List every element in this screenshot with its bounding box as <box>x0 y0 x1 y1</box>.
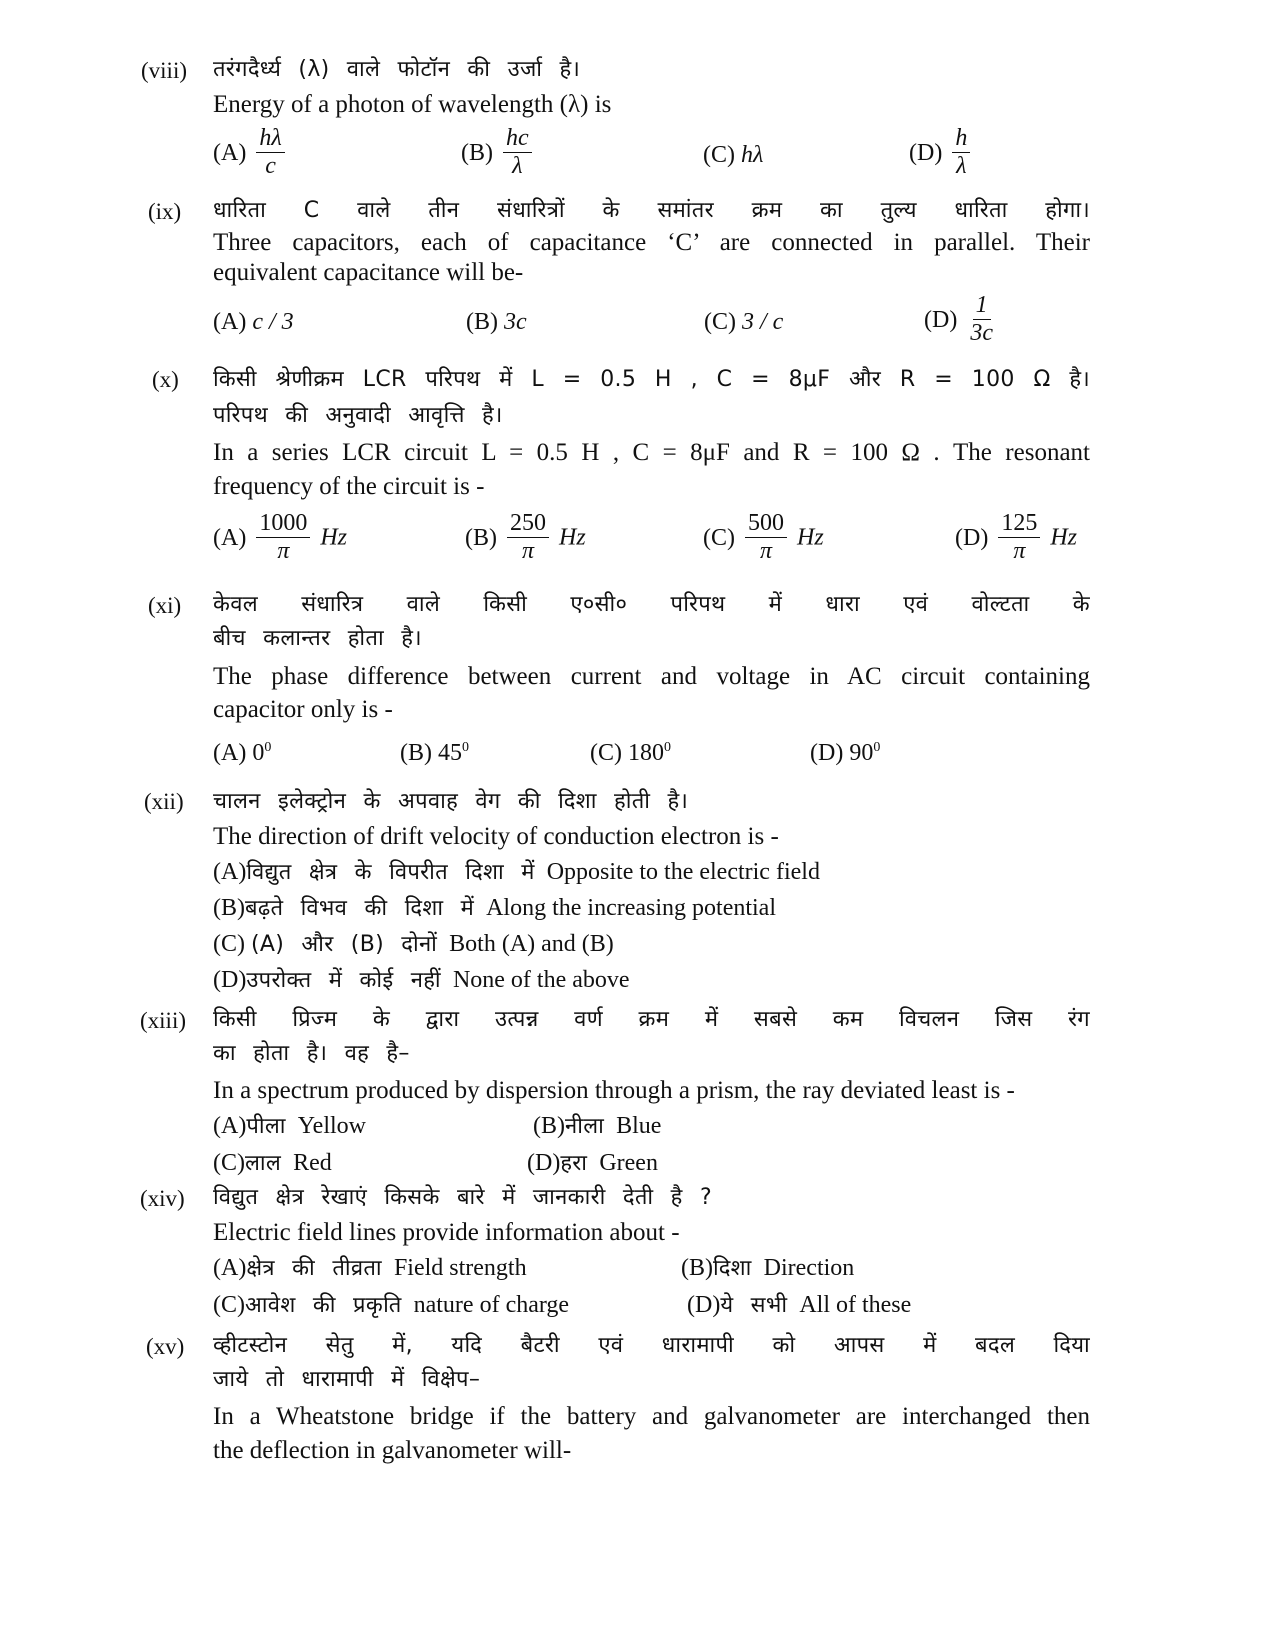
option-text: 3 / c <box>742 309 784 335</box>
unit: Hz <box>320 524 347 551</box>
option-b <box>213 893 776 924</box>
option-english: Yellow <box>297 1113 366 1139</box>
question-english-cont: equivalent capacitance will be- <box>213 259 524 286</box>
question-english-cont: capacitor only is - <box>213 696 393 723</box>
denominator: π <box>759 538 773 564</box>
option-hindi: क्षेत्र की तीव्रता <box>246 1256 382 1281</box>
question-hindi: किसी श्रेणीक्रम LCR परिपथ में L = 0.5 H , C = 8μF और R = 100 Ω है। <box>213 367 1090 392</box>
option-english: Green <box>599 1150 658 1176</box>
option-english: Both (A) and (B) <box>449 931 614 957</box>
numerator: hλ <box>256 125 284 153</box>
option-hindi: दिशा <box>713 1256 752 1281</box>
question-english: The phase difference between current and voltage in AC circuit containing <box>213 663 1090 690</box>
numerator: hc <box>503 125 532 153</box>
option-label: (A) <box>213 1113 247 1139</box>
option-label: (A) <box>213 139 247 166</box>
denominator: π <box>521 538 535 564</box>
option-label: (A) <box>213 524 247 551</box>
fraction <box>256 125 284 180</box>
option-label: (D) <box>924 306 958 333</box>
option-d <box>924 292 1000 347</box>
option-hindi: नीला <box>565 1114 605 1139</box>
degree-mark: 0 <box>873 740 881 755</box>
option-b <box>533 1111 661 1142</box>
denominator: π <box>277 538 290 564</box>
option-label: (C) <box>703 142 735 168</box>
numerator: 250 <box>507 510 549 538</box>
option-english: Field strength <box>393 1255 527 1281</box>
option-c <box>213 1290 569 1321</box>
question-number: (xiv) <box>140 1186 185 1211</box>
option-english: Red <box>293 1150 332 1176</box>
fraction <box>952 125 970 180</box>
option-text: 0 <box>252 740 265 766</box>
option-label: (C) <box>704 309 736 335</box>
option-d <box>810 733 880 768</box>
numerator: 125 <box>998 510 1040 538</box>
question-english: The direction of drift velocity of conduction electron is - <box>213 823 779 850</box>
question-number: (xi) <box>148 593 182 618</box>
option-label: (D) <box>527 1150 561 1176</box>
numerator: 500 <box>745 510 787 538</box>
option-a <box>213 510 347 565</box>
option-d <box>687 1290 911 1321</box>
option-a <box>213 307 294 337</box>
option-hindi: हरा <box>560 1151 588 1176</box>
option-hindi: उपरोक्त में कोई नहीं <box>246 968 441 993</box>
fraction <box>256 510 310 565</box>
option-label: (B) <box>466 309 498 335</box>
fraction <box>507 510 549 565</box>
question-english: Energy of a photon of wavelength (λ) is <box>213 91 612 118</box>
option-english: Opposite to the electric field <box>546 859 820 885</box>
option-a <box>213 857 820 888</box>
option-a <box>213 1253 527 1284</box>
question-english: In a Wheatstone bridge if the battery and galvanometer are interchanged then <box>213 1403 1090 1430</box>
option-label: (C) <box>703 524 735 551</box>
question-hindi-cont: परिपथ की अनुवादी आवृत्ति है। <box>213 403 503 428</box>
option-d <box>527 1148 658 1179</box>
fraction <box>998 510 1040 565</box>
option-hindi: लाल <box>245 1151 282 1176</box>
question-number: (viii) <box>141 58 187 83</box>
option-b <box>400 733 469 768</box>
option-b <box>465 510 586 565</box>
question-number: (xii) <box>144 789 184 814</box>
option-label: (B) <box>461 139 493 166</box>
question-hindi: धारिता C वाले तीन संधारित्रों के समांतर क्रम का तुल्य धारिता होगा। <box>213 198 1090 223</box>
numerator: 1 <box>973 292 991 320</box>
option-text: 180 <box>628 740 664 766</box>
denominator: 3c <box>970 320 993 346</box>
option-d <box>909 125 974 180</box>
option-c <box>590 733 671 768</box>
option-label: (A) <box>213 1255 247 1281</box>
numerator: 1000 <box>256 510 310 538</box>
option-text: 45 <box>438 740 462 766</box>
option-hindi: ये सभी <box>720 1293 788 1318</box>
degree-mark: 0 <box>462 740 469 755</box>
denominator: λ <box>512 153 523 179</box>
option-hindi: आवेश की प्रकृति <box>245 1293 402 1318</box>
question-hindi: केवल संधारित्र वाले किसी ए०सी० परिपथ में धारा एवं वोल्टता के <box>213 592 1090 617</box>
option-text: c / 3 <box>252 309 294 335</box>
option-b <box>461 125 536 180</box>
question-english: In a spectrum produced by dispersion through a prism, the ray deviated least is - <box>213 1077 1015 1104</box>
unit: Hz <box>559 524 586 551</box>
fraction <box>967 292 996 347</box>
degree-mark: 0 <box>264 740 272 755</box>
option-c <box>213 929 614 960</box>
question-hindi: तरंगदैर्ध्य (λ) वाले फोटॉन की उर्जा है। <box>213 57 581 82</box>
option-english: None of the above <box>452 967 630 993</box>
unit: Hz <box>1050 524 1077 551</box>
option-english: Blue <box>616 1113 662 1139</box>
option-label: (D) <box>909 139 943 166</box>
option-c <box>213 1148 332 1179</box>
option-english: All of these <box>799 1292 912 1318</box>
numerator: h <box>952 125 970 153</box>
option-label: (D) <box>687 1292 721 1318</box>
option-english: Direction <box>763 1255 855 1281</box>
option-b <box>681 1253 854 1284</box>
option-c <box>703 510 824 565</box>
option-label: (B) <box>213 895 245 921</box>
question-hindi-cont: बीच कलान्तर होता है। <box>213 626 422 651</box>
option-a <box>213 733 271 768</box>
option-hindi: बढ़ते विभव की दिशा में <box>245 896 475 921</box>
denominator: λ <box>956 153 967 179</box>
option-label: (B) <box>465 524 497 551</box>
option-hindi: पीला <box>246 1114 286 1139</box>
option-label: (B) <box>681 1255 713 1281</box>
fraction <box>745 510 787 565</box>
question-english: Electric field lines provide information about - <box>213 1219 680 1246</box>
question-hindi: चालन इलेक्ट्रोन के अपवाह वेग की दिशा होती है। <box>213 789 689 814</box>
option-label: (D) <box>955 524 989 551</box>
option-text: 90 <box>849 740 874 766</box>
option-hindi: (A) और (B) दोनों <box>251 932 438 957</box>
option-label: (A) <box>213 859 247 885</box>
question-hindi: विद्युत क्षेत्र रेखाएं किसके बारे में जानकारी देती है ? <box>213 1185 712 1210</box>
option-label: (D) <box>810 740 844 766</box>
question-english: Three capacitors, each of capacitance ‘C’ are connected in parallel. Their <box>213 229 1090 256</box>
question-number: (xv) <box>146 1334 185 1359</box>
option-a <box>213 125 289 180</box>
option-hindi: विद्युत क्षेत्र के विपरीत दिशा में <box>246 860 535 885</box>
question-hindi: व्हीटस्टोन सेतु में, यदि बैटरी एवं धारामापी को आपस में बदल दिया <box>213 1333 1090 1358</box>
question-number: (ix) <box>148 199 182 224</box>
denominator: π <box>1013 538 1026 564</box>
option-a <box>213 1111 366 1142</box>
unit: Hz <box>797 524 824 551</box>
option-c <box>704 307 783 337</box>
question-number: (xiii) <box>140 1008 186 1033</box>
question-hindi: किसी प्रिज्म के द्वारा उत्पन्न वर्ण क्रम में सबसे कम विचलन जिस रंग <box>213 1007 1090 1032</box>
option-d <box>955 510 1077 565</box>
question-number: (x) <box>152 367 179 392</box>
option-text: 3c <box>504 309 527 335</box>
question-hindi-cont: जाये तो धारामापी में विक्षेप– <box>213 1367 481 1392</box>
option-label: (B) <box>400 740 432 766</box>
question-english-cont: frequency of the circuit is - <box>213 473 485 500</box>
degree-mark: 0 <box>664 740 671 755</box>
option-label: (B) <box>533 1113 565 1139</box>
option-label: (C) <box>213 1150 245 1176</box>
option-label: (A) <box>213 740 247 766</box>
option-english: Along the increasing potential <box>486 895 776 921</box>
option-d <box>213 965 630 996</box>
denominator: c <box>265 153 276 179</box>
question-english: In a series LCR circuit L = 0.5 H , C = 8μF and R = 100 Ω . The resonant <box>213 439 1090 466</box>
option-label: (C) <box>590 740 622 766</box>
option-b <box>466 307 527 337</box>
question-hindi-cont: का होता है। वह है– <box>213 1041 410 1066</box>
option-text: hλ <box>741 142 764 168</box>
option-c <box>703 140 763 170</box>
option-label: (A) <box>213 309 247 335</box>
option-label: (C) <box>213 1292 245 1318</box>
option-label: (D) <box>213 967 247 993</box>
option-label: (C) <box>213 931 245 957</box>
question-english-cont: the deflection in galvanometer will- <box>213 1437 572 1464</box>
option-english: nature of charge <box>413 1292 570 1318</box>
fraction <box>503 125 532 180</box>
